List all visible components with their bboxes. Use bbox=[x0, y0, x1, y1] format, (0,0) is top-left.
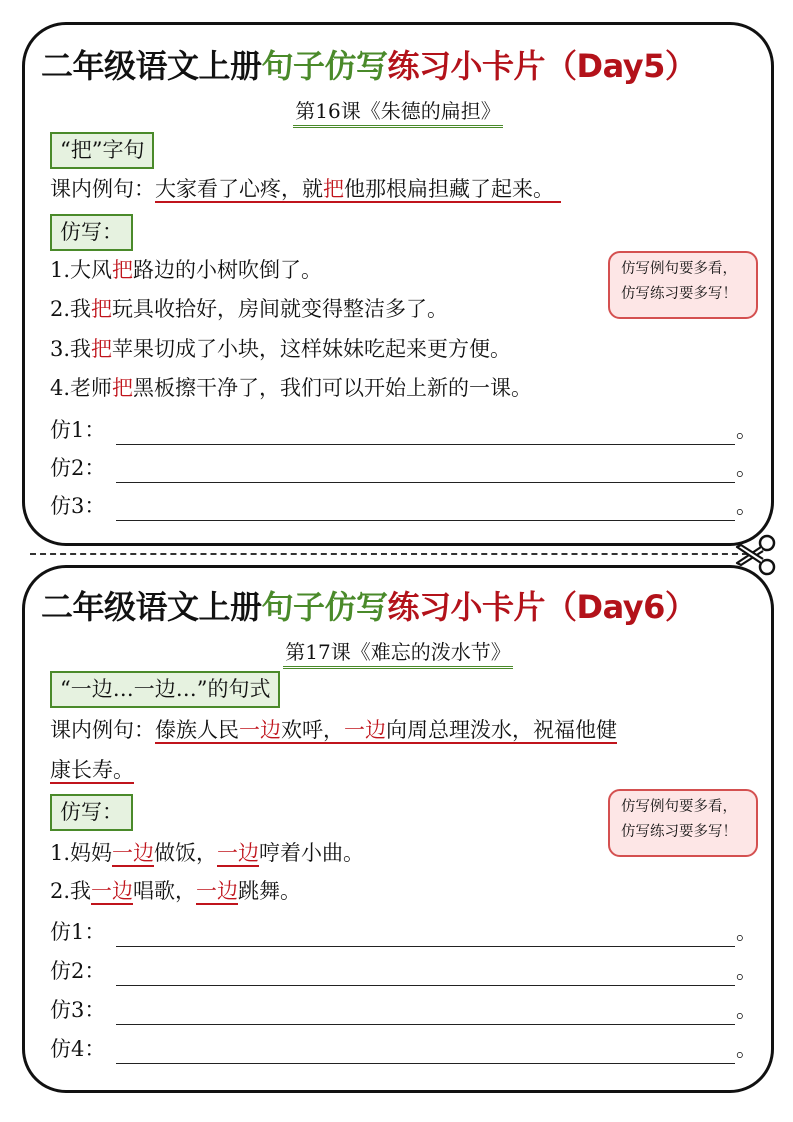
example-text: 大家看了心疼，就把他那根扁担藏了起来。 bbox=[155, 177, 561, 203]
practice-card-day5: 二年级语文上册句子仿写练习小卡片（Day5） 第16课《朱德的扁担》 “把”字句 课内例句：大家看了心疼，就把他那根扁担藏了起来。 仿写： 1.大风把路边的小树吹倒了。 2.我把玩具收拾好，房间就变得整洁多了。 3.我把苹果切成了小块，这样妹妹吃起来更方便。 4.老师把黑板擦干净了，我们可以开始上新的一课。 仿写例句要多看， 仿写练习要多写！ 仿1： 。 仿2： 。 仿3： 。 bbox=[22, 22, 774, 546]
model-sentence: 2.我把玩具收拾好，房间就变得整洁多了。 bbox=[50, 297, 449, 321]
example-label: 课内例句： bbox=[50, 718, 155, 742]
practice-card-day6: 二年级语文上册句子仿写练习小卡片（Day6） 第17课《难忘的泼水节》 “一边…一边…”的句式 课内例句：傣族人民一边欢呼，一边向周总理泼水，祝福他健 康长寿。 仿写： 1.妈妈一边做饭，一边哼着小曲。 2.我一边唱歌，一边跳舞。 仿写例句要多看， 仿写练习要多写！ 仿1： 。 仿2： 。 仿3： 。 仿4： 。 bbox=[22, 565, 774, 1093]
model-sentence: 1.大风把路边的小树吹倒了。 bbox=[50, 258, 323, 282]
model-sentence: 3.我把苹果切成了小块，这样妹妹吃起来更方便。 bbox=[50, 337, 512, 361]
title-part-day: 练习小卡片（Day5） bbox=[387, 47, 697, 85]
card-title bbox=[41, 582, 696, 628]
card-title bbox=[41, 41, 696, 87]
pattern-tag: “把”字句 bbox=[50, 132, 154, 169]
tip-line: 仿写练习要多写！ bbox=[621, 824, 737, 841]
title-part-day: 练习小卡片（Day6） bbox=[387, 588, 697, 626]
title-part-grade: 二年级语文上册 bbox=[41, 588, 262, 626]
pattern-tag: “一边…一边…”的句式 bbox=[50, 671, 280, 708]
example-label: 课内例句： bbox=[50, 177, 155, 201]
model-sentence: 2.我一边唱歌，一边跳舞。 bbox=[50, 879, 302, 903]
tip-bubble bbox=[608, 251, 758, 319]
tip-line: 仿写练习要多写！ bbox=[621, 286, 737, 303]
title-part-topic: 句子仿写 bbox=[261, 47, 388, 85]
cut-line bbox=[30, 553, 758, 555]
model-sentence: 4.老师把黑板擦干净了，我们可以开始上新的一课。 bbox=[50, 376, 533, 400]
model-sentence: 1.妈妈一边做饭，一边哼着小曲。 bbox=[50, 841, 365, 865]
practice-tag: 仿写： bbox=[50, 214, 133, 251]
example-text: 傣族人民一边欢呼，一边向周总理泼水，祝福他健 bbox=[155, 718, 617, 742]
tip-bubble bbox=[608, 789, 758, 857]
example-sentence bbox=[50, 177, 561, 202]
title-part-topic: 句子仿写 bbox=[261, 588, 388, 626]
example-sentence bbox=[50, 718, 617, 743]
tip-line: 仿写例句要多看， bbox=[621, 261, 737, 277]
lesson-title: 第17课《难忘的泼水节》 bbox=[25, 636, 771, 669]
tip-line: 仿写例句要多看， bbox=[621, 799, 737, 815]
lesson-title: 第16课《朱德的扁担》 bbox=[25, 95, 771, 128]
title-part-grade: 二年级语文上册 bbox=[41, 47, 262, 85]
example-sentence-cont: 康长寿。 bbox=[50, 758, 134, 782]
practice-tag: 仿写： bbox=[50, 794, 133, 831]
